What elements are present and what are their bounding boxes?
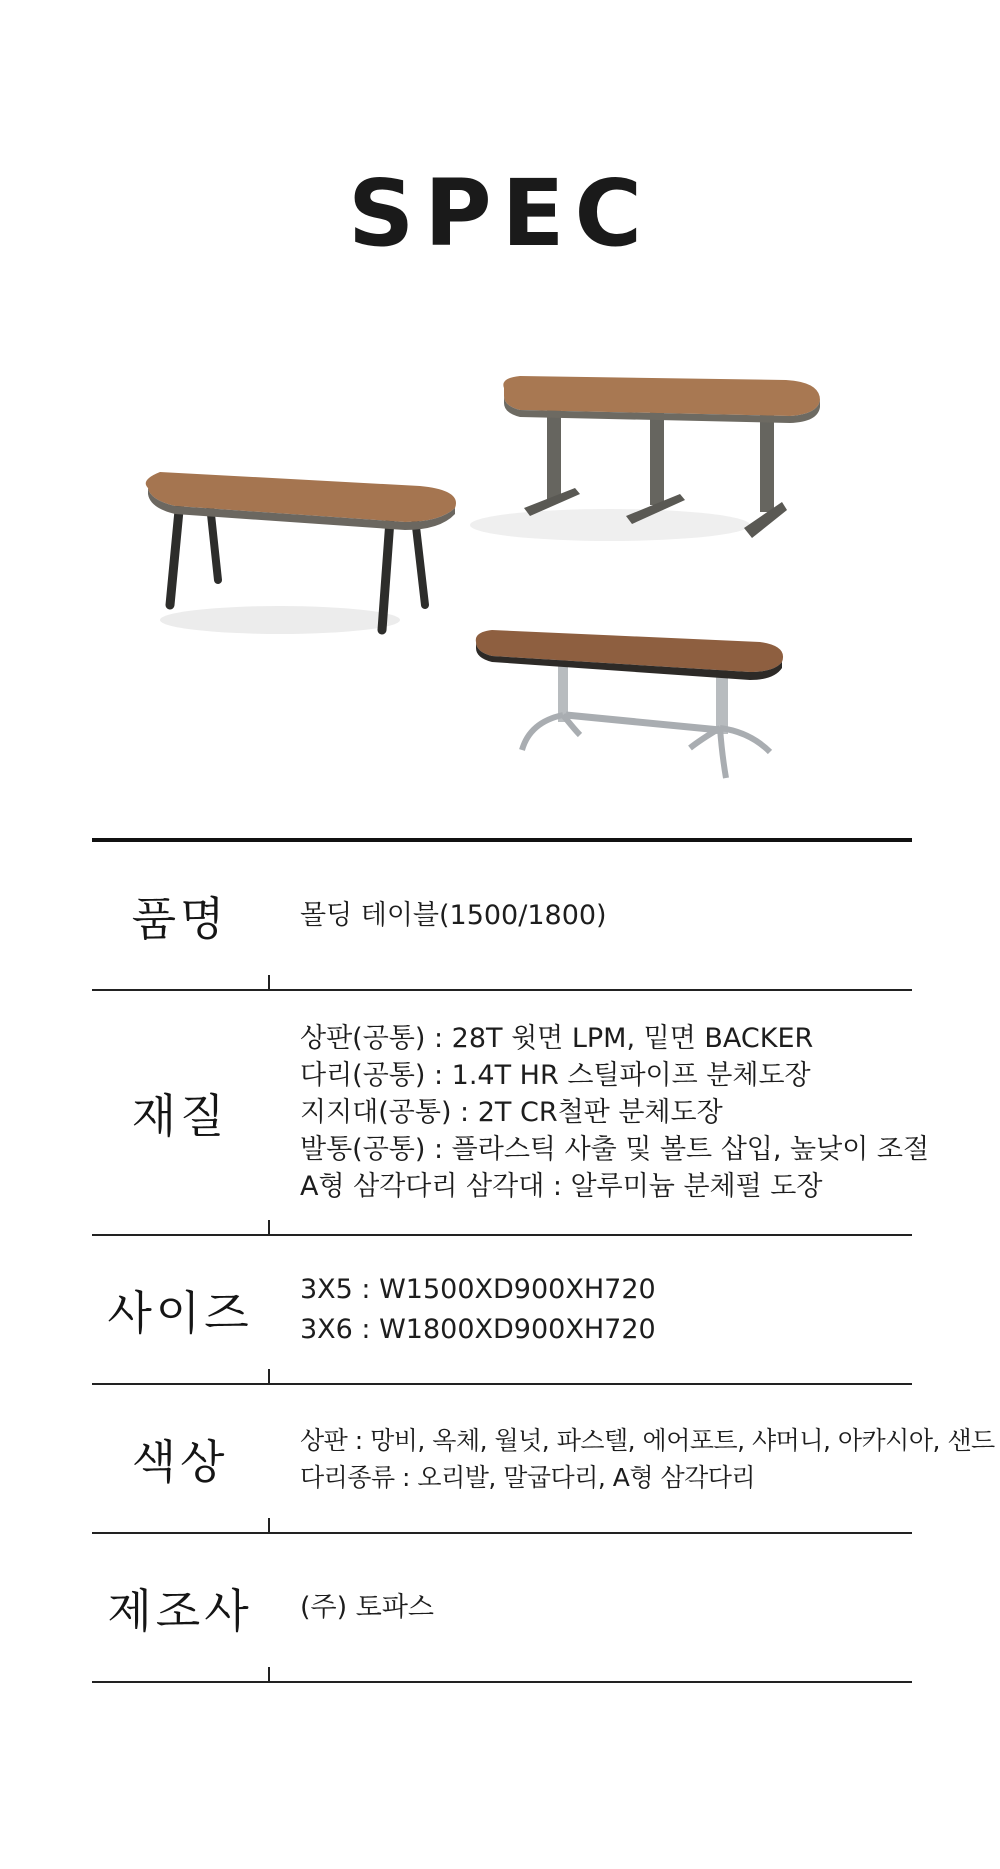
row-divider-tick	[268, 1667, 270, 1681]
spec-label: 제조사	[107, 1583, 253, 1638]
spec-value	[300, 1385, 995, 1532]
spec-row-color	[92, 1385, 995, 1534]
row-divider-tick	[268, 975, 270, 989]
table-image-a-frame	[476, 630, 783, 778]
spec-value-line: 상판(공통) : 28T 윗면 LPM, 밑면 BACKER	[300, 1023, 814, 1054]
spec-value	[300, 991, 952, 1234]
product-images	[120, 360, 840, 810]
spec-row-product-name	[92, 842, 912, 991]
spec-value	[300, 1236, 952, 1383]
spec-value-line: 3X6 : W1800XD900XH720	[300, 1313, 656, 1345]
spec-label: 사이즈	[107, 1285, 253, 1340]
spec-value-line: 발통(공통) : 플라스틱 사출 및 볼트 삽입, 높낮이 조절	[300, 1134, 930, 1165]
row-divider-tick	[268, 1220, 270, 1234]
spec-row-manufacturer	[92, 1534, 912, 1683]
row-divider-tick	[268, 1369, 270, 1383]
spec-value-line: 다리(공통) : 1.4T HR 스틸파이프 분체도장	[300, 1060, 811, 1091]
spec-label: 품명	[131, 891, 229, 946]
spec-value-line: 다리종류 : 오리발, 말굽다리, A형 삼각다리	[300, 1462, 756, 1492]
row-divider-tick	[268, 1518, 270, 1532]
spec-value-line: A형 삼각다리 삼각대 : 알루미늄 분체펄 도장	[300, 1171, 823, 1202]
spec-label: 색상	[131, 1434, 229, 1489]
table-image-t-base	[470, 376, 820, 541]
spec-row-size	[92, 1236, 912, 1385]
spec-value	[300, 842, 952, 989]
spec-value-line: 3X5 : W1500XD900XH720	[300, 1273, 656, 1305]
page-title: SPEC	[347, 160, 653, 267]
spec-label: 재질	[131, 1088, 229, 1143]
spec-value-line: (주) 토파스	[300, 1592, 434, 1623]
spec-table	[92, 838, 995, 1683]
spec-value	[300, 1534, 952, 1681]
spec-value-line: 상판 : 망비, 옥체, 월넛, 파스텔, 에어포트, 샤머니, 아카시아, 샌드	[300, 1425, 995, 1455]
spec-value-line: 지지대(공통) : 2T CR철판 분체도장	[300, 1097, 723, 1128]
spec-row-material	[92, 991, 930, 1236]
spec-value-line: 몰딩 테이블(1500/1800)	[300, 900, 607, 931]
table-image-slanted-legs	[146, 472, 456, 634]
